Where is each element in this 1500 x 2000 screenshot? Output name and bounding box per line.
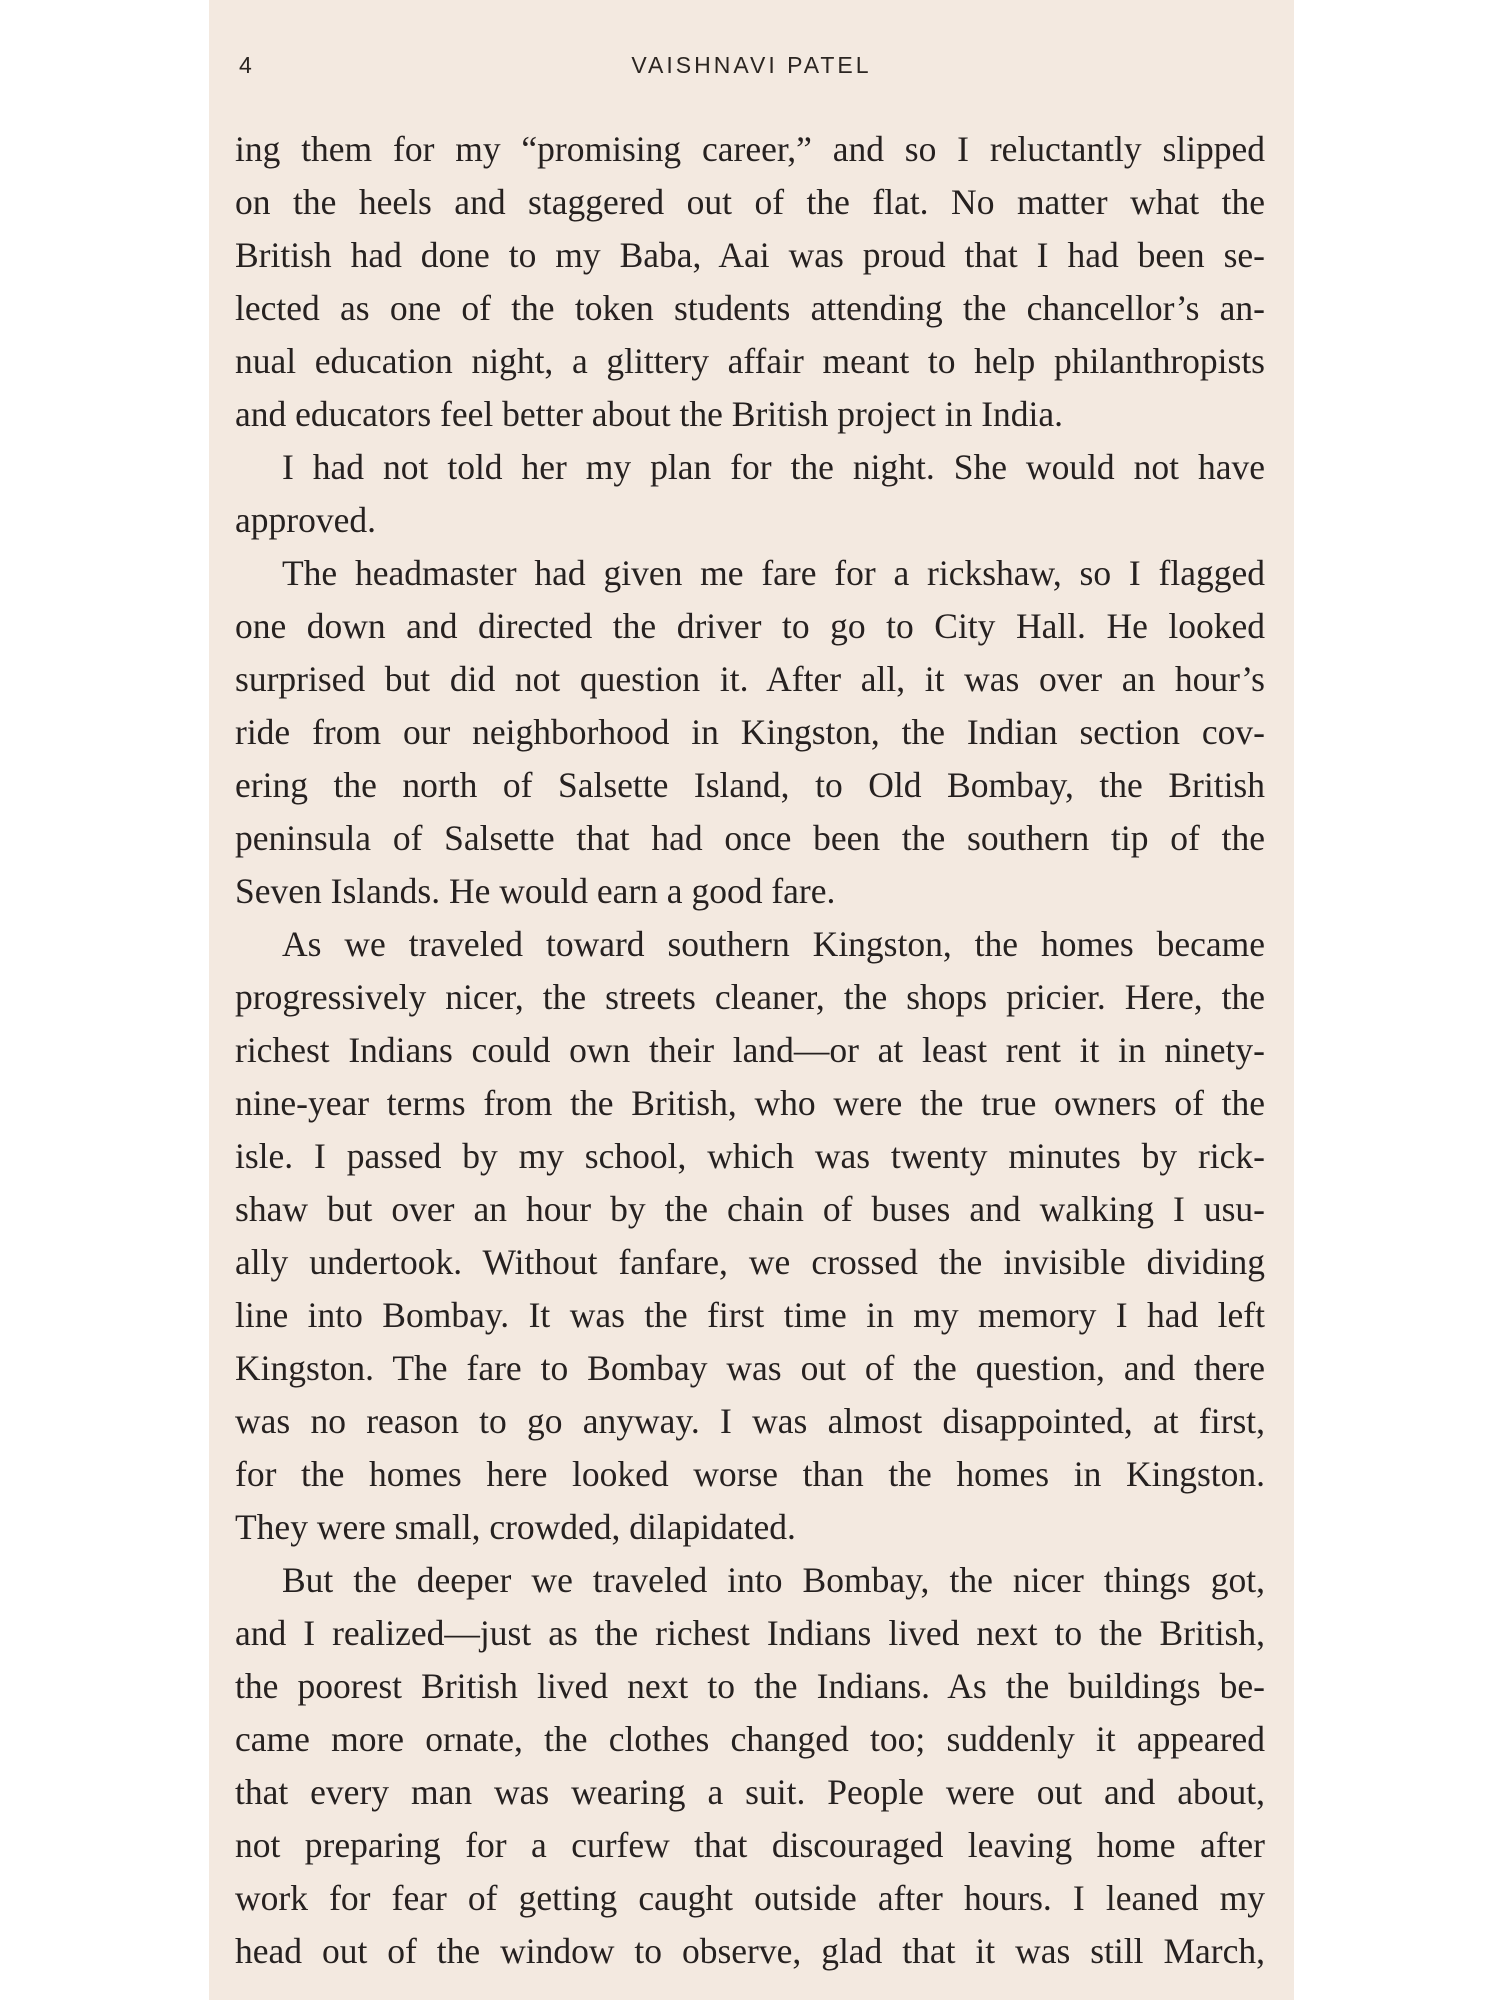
- text-line: head out of the window to observe, glad that it was still March,: [235, 1931, 1265, 1971]
- body-text: [235, 123, 1265, 1978]
- text-line: surprised but did not question it. After all, it was over an hour’s: [235, 659, 1265, 699]
- text-line: peninsula of Salsette that had once been the southern tip of the: [235, 818, 1265, 858]
- page-number: 4: [239, 52, 255, 78]
- text-line: shaw but over an hour by the chain of buses and walking I usu-: [235, 1189, 1265, 1229]
- text-line: Kingston. The fare to Bombay was out of the question, and there: [235, 1348, 1265, 1388]
- text-line: nual education night, a glittery affair meant to help philanthropists: [235, 341, 1265, 381]
- text-line: the poorest British lived next to the Indians. As the buildings be-: [235, 1666, 1265, 1706]
- running-title: VAISHNAVI PATEL: [631, 52, 872, 78]
- text-line: one down and directed the driver to go to City Hall. He looked: [235, 606, 1265, 646]
- text-line: ing them for my “promising career,” and so I reluctantly slipped: [235, 129, 1265, 169]
- text-line: Seven Islands. He would earn a good fare.: [235, 871, 836, 911]
- running-head: [209, 52, 1294, 84]
- paragraph: [235, 1554, 1265, 1978]
- text-line: and I realized—just as the richest Indians lived next to the British,: [235, 1613, 1265, 1653]
- paragraph: [235, 547, 1265, 918]
- text-line: The headmaster had given me fare for a rickshaw, so I flagged: [282, 553, 1265, 593]
- text-line: They were small, crowded, dilapidated.: [235, 1507, 796, 1547]
- text-line: ally undertook. Without fanfare, we crossed the invisible dividing: [235, 1242, 1265, 1282]
- text-line: work for fear of getting caught outside after hours. I leaned my: [235, 1878, 1265, 1918]
- text-line: came more ornate, the clothes changed too; suddenly it appeared: [235, 1719, 1265, 1759]
- text-line: isle. I passed by my school, which was twenty minutes by rick-: [235, 1136, 1265, 1176]
- text-line: approved.: [235, 500, 376, 540]
- text-line: was no reason to go anyway. I was almost disappointed, at first,: [235, 1401, 1265, 1441]
- text-line: ride from our neighborhood in Kingston, the Indian section cov-: [235, 712, 1265, 752]
- paragraph: [235, 918, 1265, 1554]
- paragraph: [235, 441, 1265, 547]
- paragraph: [235, 123, 1265, 441]
- text-line: I had not told her my plan for the night. She would not have: [282, 447, 1265, 487]
- text-line: that every man was wearing a suit. People were out and about,: [235, 1772, 1265, 1812]
- text-line: nine-year terms from the British, who were the true owners of the: [235, 1083, 1265, 1123]
- text-line: But the deeper we traveled into Bombay, the nicer things got,: [282, 1560, 1265, 1600]
- text-line: lected as one of the token students attending the chancellor’s an-: [235, 288, 1265, 328]
- text-line: not preparing for a curfew that discouraged leaving home after: [235, 1825, 1265, 1865]
- text-line: progressively nicer, the streets cleaner, the shops pricier. Here, the: [235, 977, 1265, 1017]
- text-line: As we traveled toward southern Kingston, the homes became: [282, 924, 1265, 964]
- text-line: ering the north of Salsette Island, to Old Bombay, the British: [235, 765, 1265, 805]
- text-line: for the homes here looked worse than the homes in Kingston.: [235, 1454, 1265, 1494]
- text-line: and educators feel better about the British project in India.: [235, 394, 1064, 434]
- text-line: line into Bombay. It was the first time in my memory I had left: [235, 1295, 1265, 1335]
- text-line: British had done to my Baba, Aai was proud that I had been se-: [235, 235, 1265, 275]
- text-line: on the heels and staggered out of the flat. No matter what the: [235, 182, 1265, 222]
- book-page: [209, 0, 1294, 2000]
- text-line: richest Indians could own their land—or at least rent it in ninety-: [235, 1030, 1265, 1070]
